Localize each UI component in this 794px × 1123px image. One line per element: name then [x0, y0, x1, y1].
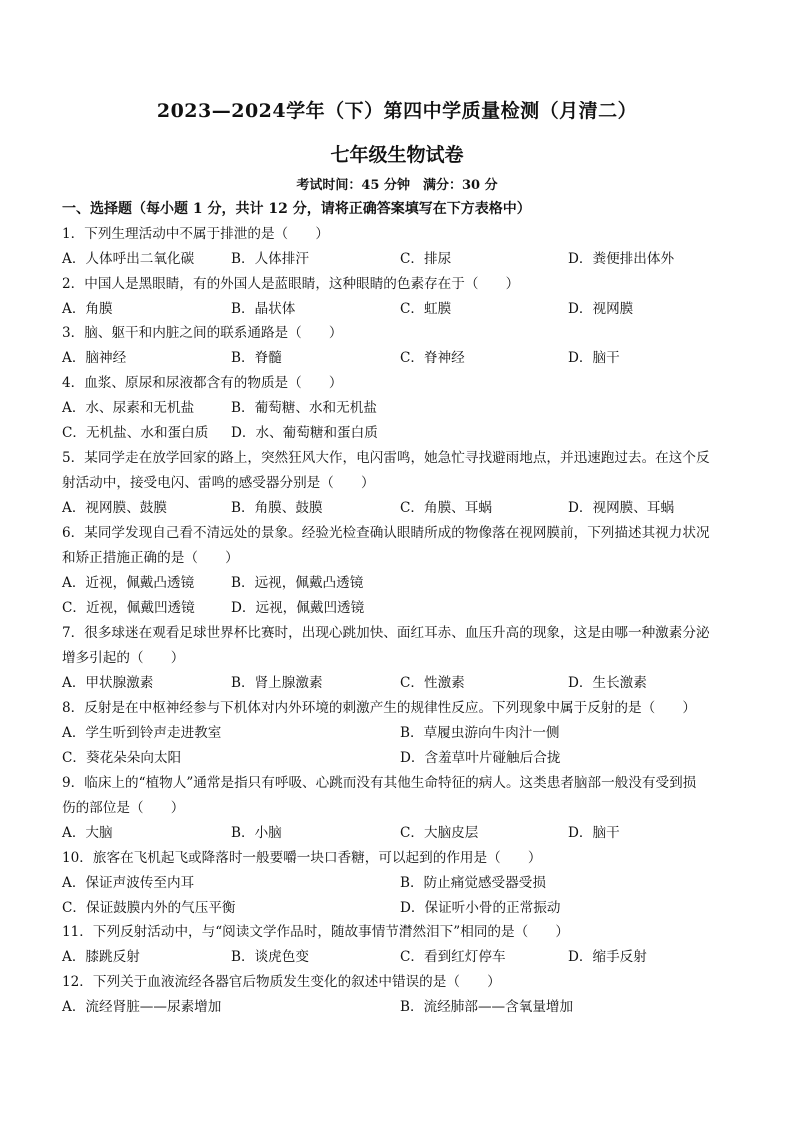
option-d: D．视网膜、耳蜗	[568, 500, 675, 516]
option-d: D．视网膜	[568, 301, 634, 317]
option-a: A．近视，佩戴凸透镜	[62, 575, 195, 591]
option-d: D．远视，佩戴凹透镜	[231, 600, 365, 616]
question-stem: 11．下列反射活动中，与“阅读文学作品时，随故事情节潸然泪下”相同的是（ ）	[62, 924, 569, 940]
option-b: B．草履虫游向牛肉汁一侧	[400, 725, 560, 741]
option-c: C．排尿	[400, 251, 452, 267]
option-b: B．防止痛觉感受器受损	[400, 875, 546, 891]
question-stem: 10．旅客在飞机起飞或降落时一般要嚼一块口香糖，可以起到的作用是（ ）	[62, 850, 542, 866]
option-b: B．远视，佩戴凸透镜	[231, 575, 364, 591]
exam-title: 2023—2024学年（下）第四中学质量检测（月清二）	[156, 100, 638, 122]
option-c: C．性激素	[400, 675, 465, 691]
option-d: D．含羞草叶片碰触后合拢	[400, 750, 561, 766]
option-d: D．水、葡萄糖和蛋白质	[231, 425, 378, 441]
option-c: C．近视，佩戴凹透镜	[62, 600, 195, 616]
question-stem-cont: 伤的部位是（ ）	[62, 800, 185, 816]
option-b: B．肾上腺激素	[231, 675, 323, 691]
option-b: B．人体排汗	[231, 251, 309, 267]
section-heading: 一、选择题（每小题 1 分，共计 12 分，请将正确答案填写在下方表格中）	[62, 201, 531, 217]
question-stem: 8．反射是在中枢神经参与下机体对内外环境的刺激产生的规律性反应。下列现象中属于反射的是（ ）	[62, 700, 696, 716]
exam-info: 考试时间：45 分钟 满分：30 分	[296, 178, 498, 193]
option-a: A．水、尿素和无机盐	[62, 400, 195, 416]
option-b: B．流经肺部——含氧量增加	[400, 999, 574, 1015]
option-c: C．虹膜	[400, 301, 452, 317]
question-stem: 6．某同学发现自己看不清远处的景象。经验光检查确认眼睛所成的物像落在视网膜前，下列描述其视力状况	[62, 525, 710, 541]
option-a: A．保证声波传至内耳	[62, 875, 195, 891]
option-d: D．保证听小骨的正常振动	[400, 900, 561, 916]
option-a: A．甲状腺激素	[62, 675, 154, 691]
subject-title: 七年级生物试卷	[330, 144, 464, 166]
option-d: D．脑干	[568, 825, 620, 841]
question-stem-cont: 增多引起的（ ）	[62, 650, 185, 666]
option-b: B．脊髓	[231, 350, 282, 366]
option-d: D．生长激素	[568, 675, 647, 691]
question-stem: 7．很多球迷在观看足球世界杯比赛时，出现心跳加快、面红耳赤、血压升高的现象，这是由哪一种激素分泌	[62, 625, 710, 641]
option-c: C．无机盐、水和蛋白质	[62, 425, 209, 441]
option-b: B．谈虎色变	[231, 949, 309, 965]
question-stem: 2．中国人是黑眼睛，有的外国人是蓝眼睛，这种眼睛的色素存在于（ ）	[62, 276, 520, 292]
option-a: A．流经肾脏——尿素增加	[62, 999, 222, 1015]
option-d: D．缩手反射	[568, 949, 647, 965]
option-b: B．晶状体	[231, 301, 296, 317]
option-b: B．葡萄糖、水和无机盐	[231, 400, 377, 416]
question-stem: 9．临床上的“植物人”通常是指只有呼吸、心跳而没有其他生命特征的病人。这类患者脑部一般没有受到损	[62, 775, 697, 791]
option-a: A．角膜	[62, 301, 113, 317]
question-stem: 4．血浆、原尿和尿液都含有的物质是（ ）	[62, 375, 343, 391]
option-c: C．大脑皮层	[400, 825, 479, 841]
option-c: C．看到红灯停车	[400, 949, 506, 965]
question-stem: 3．脑、躯干和内脏之间的联系通路是（ ）	[62, 325, 343, 341]
option-a: A．视网膜、鼓膜	[62, 500, 167, 516]
option-a: A．大脑	[62, 825, 113, 841]
option-a: A．人体呼出二氧化碳	[62, 251, 195, 267]
option-a: A．膝跳反射	[62, 949, 140, 965]
question-stem: 5．某同学走在放学回家的路上，突然狂风大作，电闪雷鸣，她急忙寻找避雨地点，并迅速跑过去。在这个反	[62, 450, 710, 466]
question-stem: 1．下列生理活动中不属于排泄的是（ ）	[62, 226, 329, 242]
option-c: C．脊神经	[400, 350, 465, 366]
option-c: C．葵花朵朵向太阳	[62, 750, 182, 766]
option-b: B．小脑	[231, 825, 282, 841]
option-d: D．脑干	[568, 350, 620, 366]
option-a: A．脑神经	[62, 350, 127, 366]
option-c: C．角膜、耳蜗	[400, 500, 492, 516]
question-stem: 12．下列关于血液流经各器官后物质发生变化的叙述中错误的是（ ）	[62, 974, 501, 990]
option-a: A．学生听到铃声走进教室	[62, 725, 222, 741]
question-stem-cont: 射活动中，接受电闪、雷鸣的感受器分别是（ ）	[62, 475, 375, 491]
question-stem-cont: 和矫正措施正确的是（ ）	[62, 550, 239, 566]
option-b: B．角膜、鼓膜	[231, 500, 323, 516]
option-d: D．粪便排出体外	[568, 251, 675, 267]
option-c: C．保证鼓膜内外的气压平衡	[62, 900, 236, 916]
